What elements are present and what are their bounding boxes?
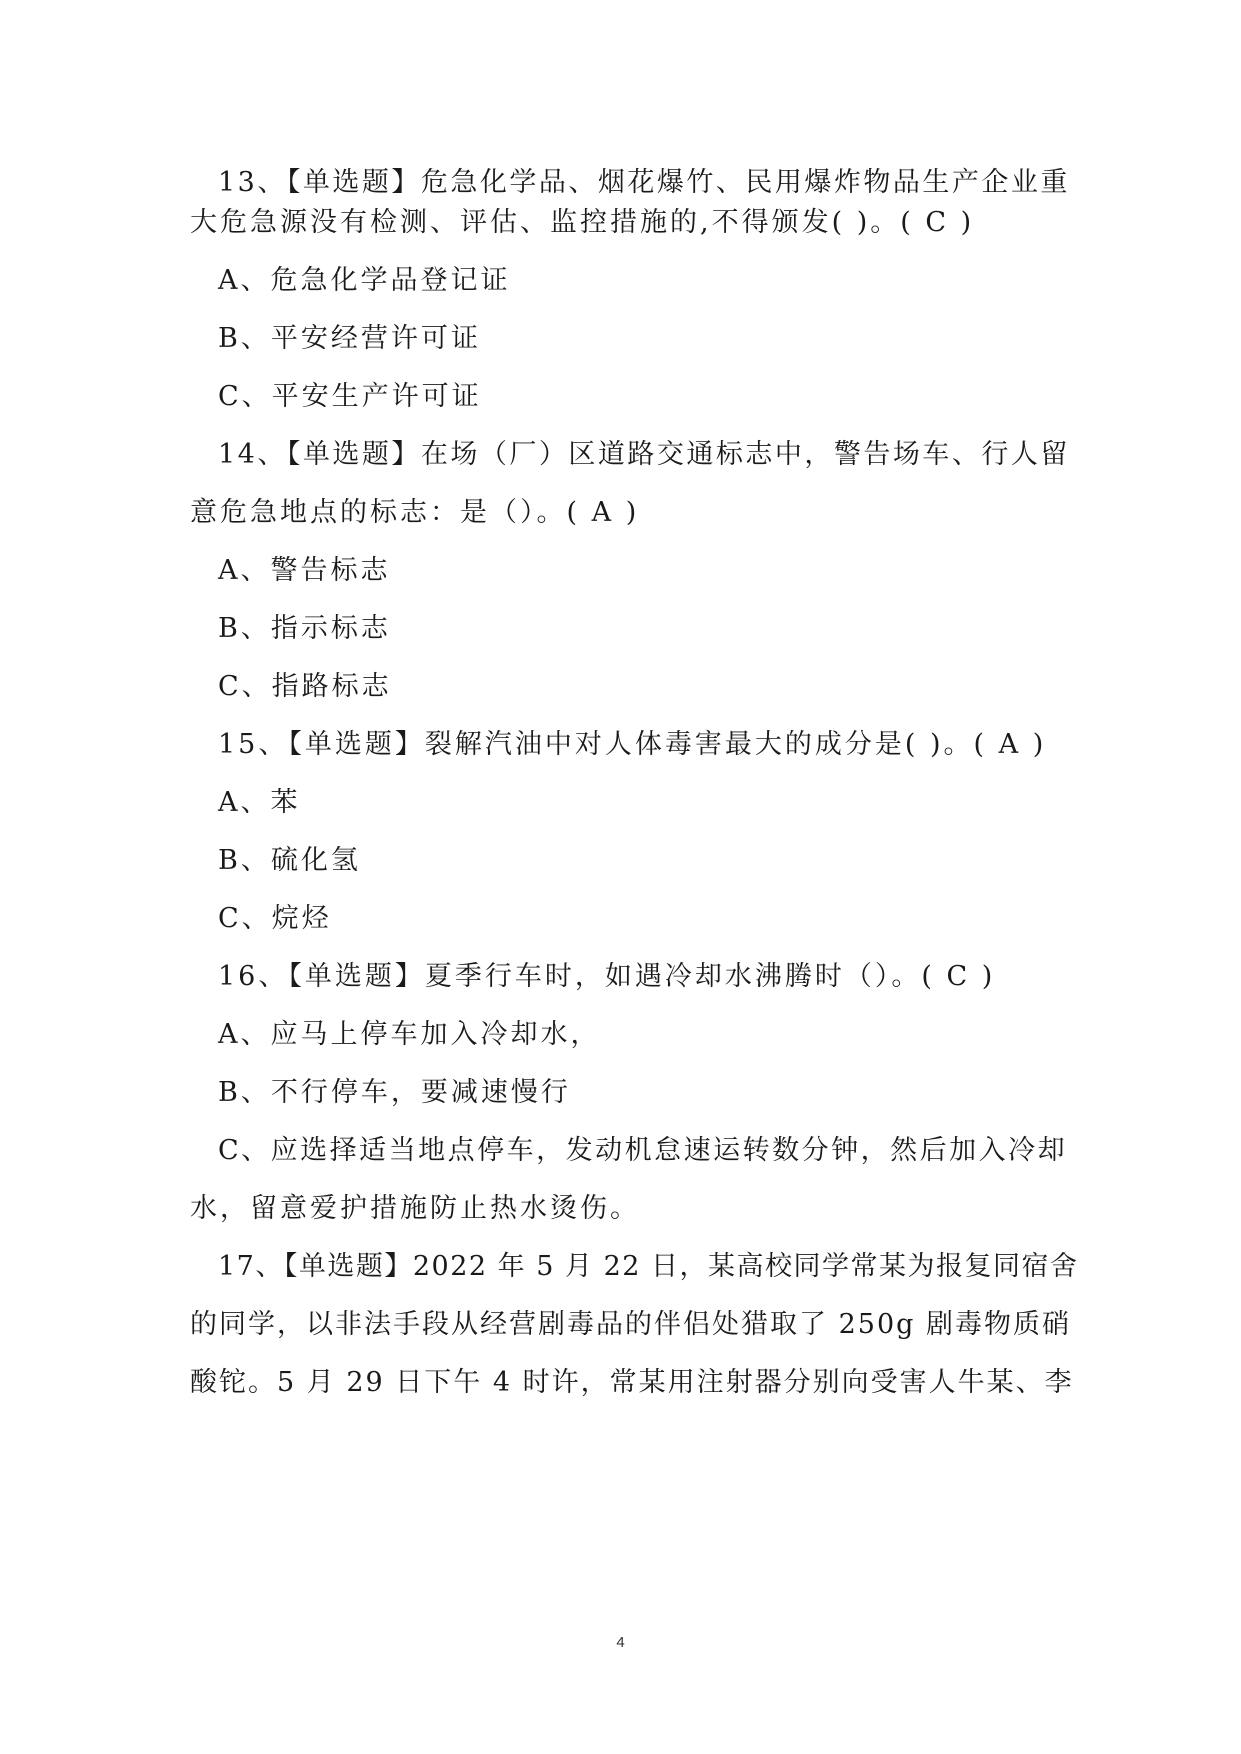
question-14-option-c: C、指路标志 [218,671,392,702]
question-14-text-line-2: 意危急地点的标志：是（）。( A ) [190,497,640,528]
question-15-option-b: B、硫化氢 [218,845,361,876]
question-14-option-a: A、警告标志 [218,555,391,586]
page-number: 4 [616,1634,625,1651]
question-13-option-c: C、平安生产许可证 [218,381,482,412]
question-16-option-c-line-1: C、应选择适当地点停车，发动机怠速运转数分钟，然后加入冷却 [218,1135,1068,1166]
question-14-option-b: B、指示标志 [218,613,391,644]
question-16-option-b: B、不行停车，要减速慢行 [218,1077,571,1108]
question-13-text-line-2: 大危急源没有检测、评估、监控措施的,不得颁发( )。( C ) [190,207,975,238]
question-17-text-line-3: 酸铊。5 月 29 日下午 4 时许，常某用注射器分别向受害人牛某、李 [190,1367,1074,1398]
question-13-text-line-1: 13、【单选题】危急化学品、烟花爆竹、民用爆炸物品生产企业重 [218,167,1070,198]
question-17-text-line-1: 17、【单选题】2022 年 5 月 22 日，某高校同学常某为报复同宿舍 [218,1251,1079,1282]
question-16-option-c-line-2: 水，留意爱护措施防止热水烫伤。 [190,1193,640,1224]
question-13-option-b: B、平安经营许可证 [218,323,481,354]
question-15-option-a: A、苯 [218,787,301,818]
question-13-option-a: A、危急化学品登记证 [218,265,511,296]
question-16-option-a: A、应马上停车加入冷却水， [218,1019,601,1050]
question-15-text: 15、【单选题】裂解汽油中对人体毒害最大的成分是( )。( A ) [218,729,1047,760]
question-14-text-line-1: 14、【单选题】在场（厂）区道路交通标志中，警告场车、行人留 [218,439,1070,470]
question-17-text-line-2: 的同学，以非法手段从经营剧毒品的伴侣处猎取了 250g 剧毒物质硝 [190,1309,1071,1340]
question-15-option-c: C、烷烃 [218,903,332,934]
question-16-text: 16、【单选题】夏季行车时，如遇冷却水沸腾时（）。( C ) [218,961,996,992]
